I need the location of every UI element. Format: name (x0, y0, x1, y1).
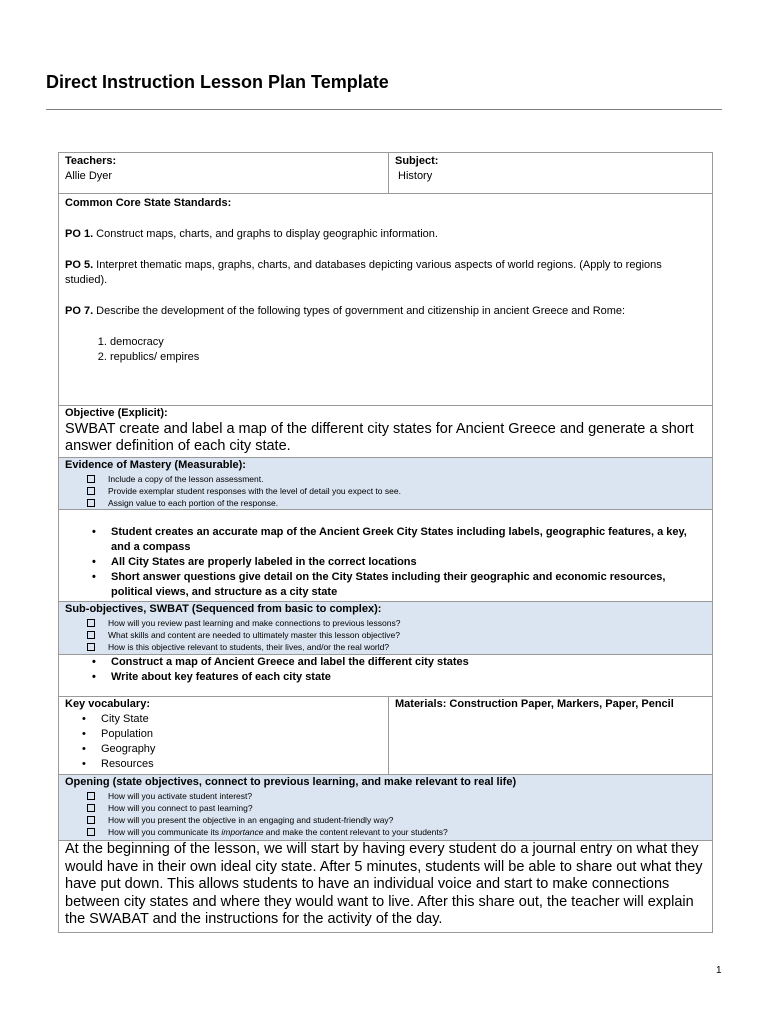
vocabulary-list (65, 712, 382, 772)
materials-cell (389, 697, 713, 775)
teachers-cell (59, 153, 389, 194)
teachers-label: Teachers: (65, 155, 117, 167)
standards-row (59, 194, 713, 406)
vocabulary-materials-row (59, 697, 713, 775)
list-item: • Resources (82, 758, 154, 770)
evidence-heading: Evidence of Mastery (Measurable): (65, 459, 246, 471)
list-item: Assign value to each portion of the response. (87, 497, 706, 509)
list-item: How will you review past learning and make connections to previous lessons? (87, 617, 706, 629)
opening-header-cell (59, 775, 713, 841)
evidence-bullets-cell (59, 510, 713, 602)
list-item: • Geography (82, 743, 156, 755)
standards-cell (59, 194, 713, 406)
list-item: How will you present the objective in an engaging and student-friendly way? (87, 814, 706, 826)
opening-header-row (59, 775, 713, 841)
teachers-value: Allie Dyer (65, 170, 113, 182)
list-item: • All City States are properly labeled in the correct locations (92, 556, 417, 568)
evidence-header-row (59, 458, 713, 510)
list-item: How is this objective relevant to students, their lives, and/or the real world? (87, 641, 706, 653)
subobjectives-bullets (65, 655, 706, 685)
subobjectives-bullets-cell (59, 655, 713, 697)
subject-label: Subject: (395, 155, 439, 167)
list-item: 2. republics/ empires (110, 350, 706, 365)
list-item: 1. democracy (110, 335, 706, 350)
vocabulary-cell (59, 697, 389, 775)
checkbox-icon (87, 475, 95, 483)
checkbox-icon (87, 828, 95, 836)
opening-prompts (65, 790, 706, 838)
standard-po1: PO 1. Construct maps, charts, and graphs to display geographic information. (65, 228, 438, 240)
checkbox-icon (87, 643, 95, 651)
list-item: • City State (82, 713, 149, 725)
objective-row (59, 406, 713, 458)
subobjectives-heading: Sub-objectives, SWBAT (Sequenced from basic to complex): (65, 603, 382, 615)
subobjectives-prompts (65, 617, 706, 653)
checkbox-icon (87, 487, 95, 495)
checkbox-icon (87, 816, 95, 824)
opening-text-cell (59, 841, 713, 933)
standards-heading: Common Core State Standards: (65, 197, 232, 209)
list-item: Include a copy of the lesson assessment. (87, 473, 706, 485)
opening-text-row (59, 841, 713, 933)
list-item: What skills and content are needed to ultimately master this lesson objective? (87, 629, 706, 641)
checkbox-icon (87, 804, 95, 812)
list-item: How will you activate student interest? (87, 790, 706, 802)
evidence-bullets-row (59, 510, 713, 602)
opening-text: At the beginning of the lesson, we will start by having every student do a journal entry on what they would have in their own ideal city state. After 5 minutes, students will be able to share out what they have put down. This allows students to have an individual voice and start to make connections between city states and where they would want to live. After this share out, the teacher will explain the SWABAT and the instructions for the activity of the day. (65, 841, 703, 927)
checkbox-icon (87, 792, 95, 800)
checkbox-icon (87, 619, 95, 627)
page-number: 1 (716, 965, 722, 976)
evidence-header-cell (59, 458, 713, 510)
objective-cell (59, 406, 713, 458)
document-title: Direct Instruction Lesson Plan Template (46, 72, 389, 92)
lesson-plan-table (58, 152, 713, 933)
vocabulary-heading: Key vocabulary: (65, 698, 150, 710)
title-divider (46, 109, 722, 110)
teachers-subject-row (59, 153, 713, 194)
standard-po7: PO 7. Describe the development of the following types of government and citizenship in ancient Greece and Rome: (65, 305, 626, 317)
checkbox-icon (87, 499, 95, 507)
list-item: How will you communicate its importance and make the content relevant to your students? (87, 826, 706, 838)
list-item: • Write about key features of each city state (92, 671, 331, 683)
checkbox-icon (87, 631, 95, 639)
list-item: • Student creates an accurate map of the Ancient Greek City States including labels, geographic features, a key, and a compass (92, 526, 687, 553)
government-types-list (65, 335, 706, 365)
list-item: Provide exemplar student responses with the level of detail you expect to see. (87, 485, 706, 497)
evidence-prompts (65, 473, 706, 509)
opening-heading: Opening (state objectives, connect to previous learning, and make relevant to real life) (65, 776, 517, 788)
subobjectives-header-row (59, 602, 713, 655)
objective-text: SWBAT create and label a map of the different city states for Ancient Greece and generate a short answer definition of each city state. (65, 421, 694, 454)
list-item: • Short answer questions give detail on the City States including their geographic and economic resources, political views, and structure as a city state (92, 571, 666, 598)
evidence-bullets (65, 525, 706, 600)
list-item: • Construct a map of Ancient Greece and label the different city states (92, 656, 469, 668)
subobjectives-header-cell (59, 602, 713, 655)
objective-heading: Objective (Explicit): (65, 407, 168, 419)
subject-cell (389, 153, 713, 194)
subobjectives-bullets-row (59, 655, 713, 697)
standard-po5: PO 5. Interpret thematic maps, graphs, charts, and databases depicting various aspects of world regions. (Apply to regions studied). (65, 259, 662, 286)
list-item: How will you connect to past learning? (87, 802, 706, 814)
materials-text: Materials: Construction Paper, Markers, Paper, Pencil (395, 698, 674, 710)
list-item: • Population (82, 728, 153, 740)
subject-value: History (398, 170, 433, 182)
